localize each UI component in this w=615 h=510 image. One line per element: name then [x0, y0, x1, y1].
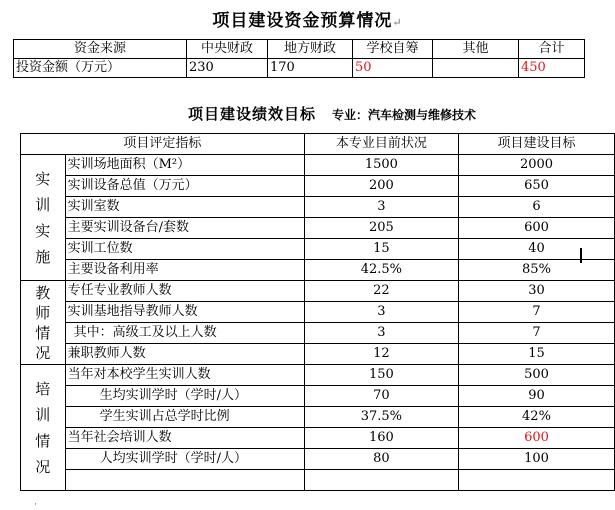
header-cell-indicator[interactable]: 项目评定指标	[21, 134, 305, 155]
budget-header-row	[14, 40, 585, 59]
indicator-cell[interactable]: 主要实训设备台/套数	[65, 218, 304, 239]
budget-table	[13, 39, 585, 78]
indicator-cell[interactable]	[65, 470, 304, 491]
group-char: 情	[35, 431, 51, 450]
performance-title-text: 项目建设绩效目标	[188, 105, 317, 123]
group-char: 施	[35, 247, 51, 266]
current-cell[interactable]: 80	[304, 449, 458, 470]
table-row	[21, 197, 615, 218]
target-cell[interactable]: 500	[458, 365, 614, 386]
table-row	[21, 386, 615, 407]
target-cell[interactable]: 650	[458, 176, 614, 197]
table-row	[21, 281, 615, 302]
budget-title	[0, 6, 615, 31]
indicator-cell[interactable]: 生均实训学时（学时/人）	[65, 386, 304, 407]
group-label-training-status	[21, 365, 66, 491]
table-row	[21, 239, 615, 260]
target-cell[interactable]: 30	[458, 281, 614, 302]
table-row	[21, 365, 615, 386]
budget-title-text: 项目建设资金预算情况	[212, 11, 393, 31]
table-row	[21, 323, 615, 344]
indicator-cell[interactable]: 学生实训占总学时比例	[65, 407, 304, 428]
performance-table	[20, 133, 615, 491]
current-cell[interactable]: 12	[304, 344, 458, 365]
table-row	[21, 428, 615, 449]
table-row	[21, 344, 615, 365]
current-cell[interactable]: 3	[304, 197, 458, 218]
indicator-cell[interactable]: 当年对本校学生实训人数	[65, 365, 304, 386]
budget-header-cell[interactable]: 资金来源	[14, 40, 187, 59]
target-cell[interactable]: 6	[458, 197, 614, 218]
indicator-cell[interactable]: 实训设备总值（万元）	[65, 176, 304, 197]
target-cell[interactable]: 42%	[458, 407, 614, 428]
current-cell[interactable]: 205	[304, 218, 458, 239]
header-cell-current[interactable]: 本专业目前状况	[304, 134, 458, 155]
budget-header-cell[interactable]: 中央财政	[187, 40, 268, 59]
budget-value-cell[interactable]	[433, 59, 519, 78]
pilcrow-mark: ↵	[392, 16, 403, 29]
current-cell[interactable]: 200	[304, 176, 458, 197]
budget-header-cell[interactable]: 其他	[433, 40, 519, 59]
group-char: 实	[35, 221, 51, 240]
table-row	[21, 407, 615, 428]
target-cell[interactable]: 7	[458, 302, 614, 323]
current-cell[interactable]: 37.5%	[304, 407, 458, 428]
indicator-cell[interactable]: 实训基地指导教师人数	[65, 302, 304, 323]
group-char: 况	[35, 343, 51, 362]
performance-header-row	[21, 134, 615, 155]
table-row	[21, 470, 615, 491]
current-cell[interactable]: 22	[304, 281, 458, 302]
current-cell[interactable]: 150	[304, 365, 458, 386]
target-cell[interactable]: 85%	[458, 260, 614, 281]
target-cell[interactable]: 40	[458, 239, 614, 260]
target-cell[interactable]: 600	[458, 218, 614, 239]
header-cell-target[interactable]: 项目建设目标	[458, 134, 614, 155]
group-char: 实	[35, 169, 51, 188]
table-row	[21, 218, 615, 239]
target-cell[interactable]	[458, 470, 614, 491]
indicator-cell[interactable]: 主要设备利用率	[65, 260, 304, 281]
target-cell[interactable]: 90	[458, 386, 614, 407]
table-row	[21, 302, 615, 323]
indicator-cell[interactable]: 实训工位数	[65, 239, 304, 260]
budget-value-cell[interactable]: 50	[353, 59, 433, 78]
target-cell[interactable]: 7	[458, 323, 614, 344]
budget-value-cell[interactable]: 170	[268, 59, 353, 78]
budget-row-label[interactable]: 投资金额（万元）	[14, 59, 187, 78]
group-char: 情	[35, 323, 51, 342]
current-cell[interactable]: 160	[304, 428, 458, 449]
indicator-cell[interactable]: 其中：高级工及以上人数	[65, 323, 304, 344]
target-cell[interactable]: 15	[458, 344, 614, 365]
current-cell[interactable]: 3	[304, 302, 458, 323]
group-label-teacher-status	[21, 281, 66, 365]
group-label-training-implementation	[21, 155, 66, 281]
table-row	[21, 449, 615, 470]
indicator-cell[interactable]: 兼职教师人数	[65, 344, 304, 365]
indicator-cell[interactable]: 实训室数	[65, 197, 304, 218]
budget-header-cell[interactable]: 学校自筹	[353, 40, 433, 59]
budget-header-cell[interactable]: 合计	[519, 40, 585, 59]
group-char: 师	[35, 303, 51, 322]
target-cell[interactable]: 2000	[458, 155, 614, 176]
group-char: 训	[35, 405, 51, 424]
budget-header-cell[interactable]: 地方财政	[268, 40, 353, 59]
table-row	[21, 155, 615, 176]
indicator-cell[interactable]: 当年社会培训人数	[65, 428, 304, 449]
table-row	[21, 176, 615, 197]
indicator-cell[interactable]: 实训场地面积（M²）	[65, 155, 304, 176]
table-row	[21, 260, 615, 281]
group-char: 教	[35, 283, 51, 302]
current-cell[interactable]	[304, 470, 458, 491]
budget-value-cell[interactable]: 450	[519, 59, 585, 78]
major-label: 专业：汽车检测与维修技术	[332, 108, 477, 122]
group-char: 训	[35, 195, 51, 214]
current-cell[interactable]: 3	[304, 323, 458, 344]
target-cell[interactable]: 100	[458, 449, 614, 470]
indicator-cell[interactable]: 专任专业教师人数	[65, 281, 304, 302]
current-cell[interactable]: 1500	[304, 155, 458, 176]
current-cell[interactable]: 70	[304, 386, 458, 407]
paragraph-dot: ·	[34, 500, 37, 510]
budget-value-cell[interactable]: 230	[187, 59, 268, 78]
group-char: 况	[35, 457, 51, 476]
indicator-cell[interactable]: 人均实训学时（学时/人）	[65, 449, 304, 470]
current-cell[interactable]: 42.5%	[304, 260, 458, 281]
performance-title	[188, 103, 476, 124]
text-cursor	[580, 248, 582, 263]
target-cell[interactable]: 600	[458, 428, 614, 449]
current-cell[interactable]: 15	[304, 239, 458, 260]
budget-value-row	[14, 59, 585, 78]
group-char: 培	[35, 379, 51, 398]
